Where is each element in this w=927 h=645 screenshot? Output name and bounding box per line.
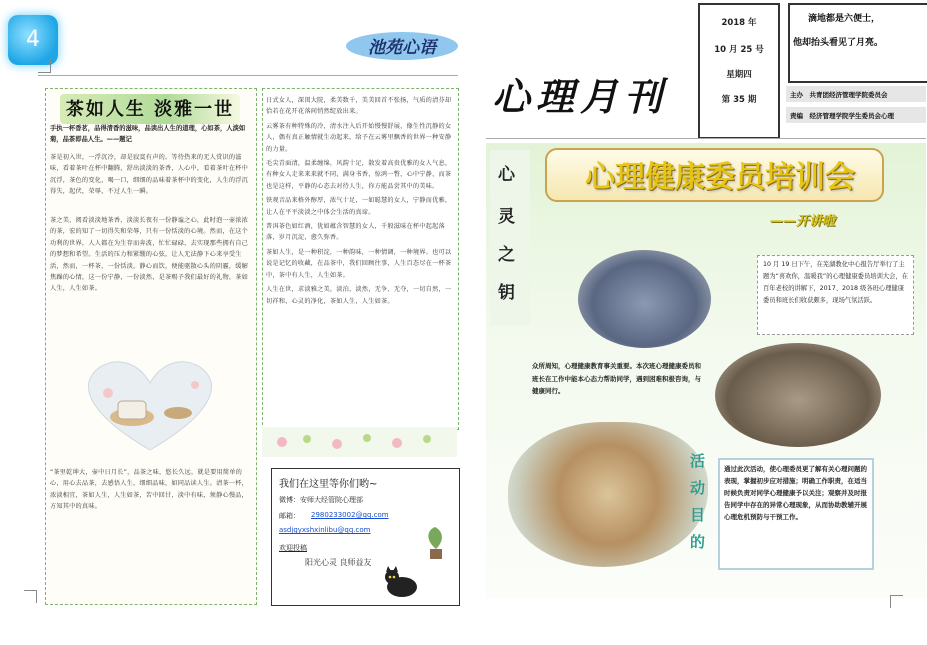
editor-text: 责编 经济管理学院学生委员会心理 [790,112,894,120]
editor-bar [786,107,926,123]
host-text: 主办 共青团经济管理学院委员会 [790,91,888,99]
news-text: 10 月 19 日下午，在芜湖教化中心报告厅举行了主题为“喜欢你，温暖我”的心理健康委员培训大会，在百年老校的讲解下，2017、2018 级各班心理健康委员和班长们收获颇多，现场气氛活跃。 [763,261,909,304]
issue-year: 2018 年 [721,18,757,28]
activity-title-char: 活 [690,452,706,470]
plant-icon [415,525,455,560]
crop-mark [890,595,903,608]
issue-weekday: 星期四 [726,70,752,80]
issue-number: 第 35 期 [721,95,757,105]
cat-icon [380,565,422,599]
banner-title: 心理健康委员培训会 [585,160,855,195]
email-link[interactable]: 2980233002@qq.com [311,511,389,519]
vertical-title-char: 之 [498,245,515,265]
divider [486,138,926,139]
host-bar [786,86,926,102]
activity-text: 通过此次活动，使心理委员更了解有关心理问题的表现，掌握初步应对措施；明确工作职责，在适当时候负责对同学心理健康予以关注；观察并及时报告同学中存在的异常心理现象，从而协助教辅开展心理危机预防与干预工作。 [724,465,867,521]
meeting-photo-1 [578,250,711,348]
article-paragraph: 毛尖青面清，温柔缠绵，风韵十足，散发着高贵优雅的女人气息，有种女人走来来来就不同，满身书香，惊鸿一瞥，心中宁静，而茶也是这样，平静的心态去对待人生，你方能品尝其中的美味。 [266,160,452,190]
newsletter-title: 心理月刊 [492,74,669,119]
banner-subtitle: ——开讲啦 [770,214,836,229]
issue-date: 10 月 25 号 [714,45,764,55]
divider [38,75,458,76]
quote-line: 滴地都是六便士， [808,14,881,24]
quote-line: 他却抬头看见了月亮。 [793,38,884,48]
heart-teacup-illustration [70,355,230,455]
article-paragraph: 茶如人生，是一种积淀，一种韵味，一种情调，一种境界。也可以说是记忆的收藏，在品茶中，我们回顾往事，人生百态尽在一杯茶中，茶中有人生，人生如茶。 [266,248,452,279]
activity-title-char: 目 [690,506,706,524]
crop-mark [24,590,37,603]
email-link-2[interactable]: asdjgyxshxinlibu@qq.com [279,526,371,534]
article-intro: 手执一杯香茗，品得清香的滋味，品读出人生的道理，心如茶，人淡如菊，品茶即品人生。——题记 [50,125,246,143]
issue-info-box [698,3,780,139]
vertical-title-char: 心 [498,165,515,185]
email-label: 邮箱： [279,512,300,520]
contact-title: 我们在这里等你们哟~ [279,479,378,490]
article-title: 茶如人生 淡雅一世 [65,99,235,120]
article-paragraph: 人生在世，求淡雅之美，淡泊、淡然，无争、无夺，一切自然，一切祥和，心灵的净化，茶如人生，人生如茶。 [266,286,452,305]
flower-border-decoration [262,427,457,457]
welcome-text: 欢迎投稿 [279,544,307,552]
article-paragraph: 茶之美，阅看淡淡地茶香，淡淡长夜有一份静谧之心，此时泡一壶浓浓的茶，宏的知了一切得失和荣辱，只有一份恬淡的心境。然而，在这个功利的世界，人人都在为生存而奔波，忙忙碌碌，去实现那些拥有自己的梦想和希望。生活的压力和紧绷的心弦，让人无法静下心来享受生活，然而，一杯茶，一份恬淡，静心而饮，便能驱散心头的阴霾，缓解焦躁的心情，这一份宁静，一份淡然，是茶赐予我们最好的礼物，茶如人生，人生如茶。 [50,217,249,293]
article-paragraph: 茶是初入世，一浮沉冷，却是寂寞有声的。等待热来的无人赏识的滋味，看着茶叶在杯中翻腾，舒出淡淡的茶香，人心中，看着茶叶在杯中沉浮，茶色的变化，喝一口，细细的品味着茶杯中的变化，人生的浮沉得失，起伏，荣辱，不过人生一瞬。 [50,154,249,196]
vertical-title-char: 钥 [498,283,515,303]
brand-title: 池苑心语 [368,38,436,58]
middle-article [266,95,453,307]
article-paragraph: 普洱茶色如红酒，犹如蕴含智慧的女人，千般滋味在杯中起起落落，岁月沉淀，愈久弥香。 [266,223,445,242]
vertical-title-char: 灵 [498,207,515,227]
article-paragraph: 云雾茶有种特殊的冷，清水注入后开始慢慢舒展，像生性沉静的女人，偶有真正触情就生动起来，给予在云雾里飘香的世界一种安静的力量。 [266,122,452,153]
article-paragraph: “茶里乾坤大，壶中日月长”，品茶之味，悠长久远，就是要用简单的心，用心去品茶，去感悟人生，细细品味，如同品读人生。清茶一杯，浓淡相宜，茶如人生，人生如茶，苦中回甘，淡中有味，须静心慢品，方知其中的真味。 [50,469,249,511]
article-paragraph: 铁观音品来格外醇厚，浓气十足，一如聪慧的女人，宁静而优雅，让人在平平淡淡之中体会生活的真谛。 [266,197,452,216]
activity-title-char: 的 [690,533,706,551]
meeting-photo-2 [715,343,881,447]
news-text-2: 众所周知，心理健康教育事关重要。本次班心理健康委员和班长在工作中能本心态力帮助同学，遇到困难积极咨询，与健康同行。 [532,362,701,395]
weibo-line: 微博：安师大经管院心理部 [279,496,363,504]
page-number-badge: 4 [8,15,58,65]
activity-title-char: 动 [690,479,706,497]
article-paragraph: 日式女人，深闺大院，柔美数千，美美回首不张扬，气质的清芬却恰若在花开花落间悄然绽放出来。 [266,97,452,116]
contact-footer: 阳光心灵 良师益友 [305,558,372,567]
crop-mark [38,60,51,73]
